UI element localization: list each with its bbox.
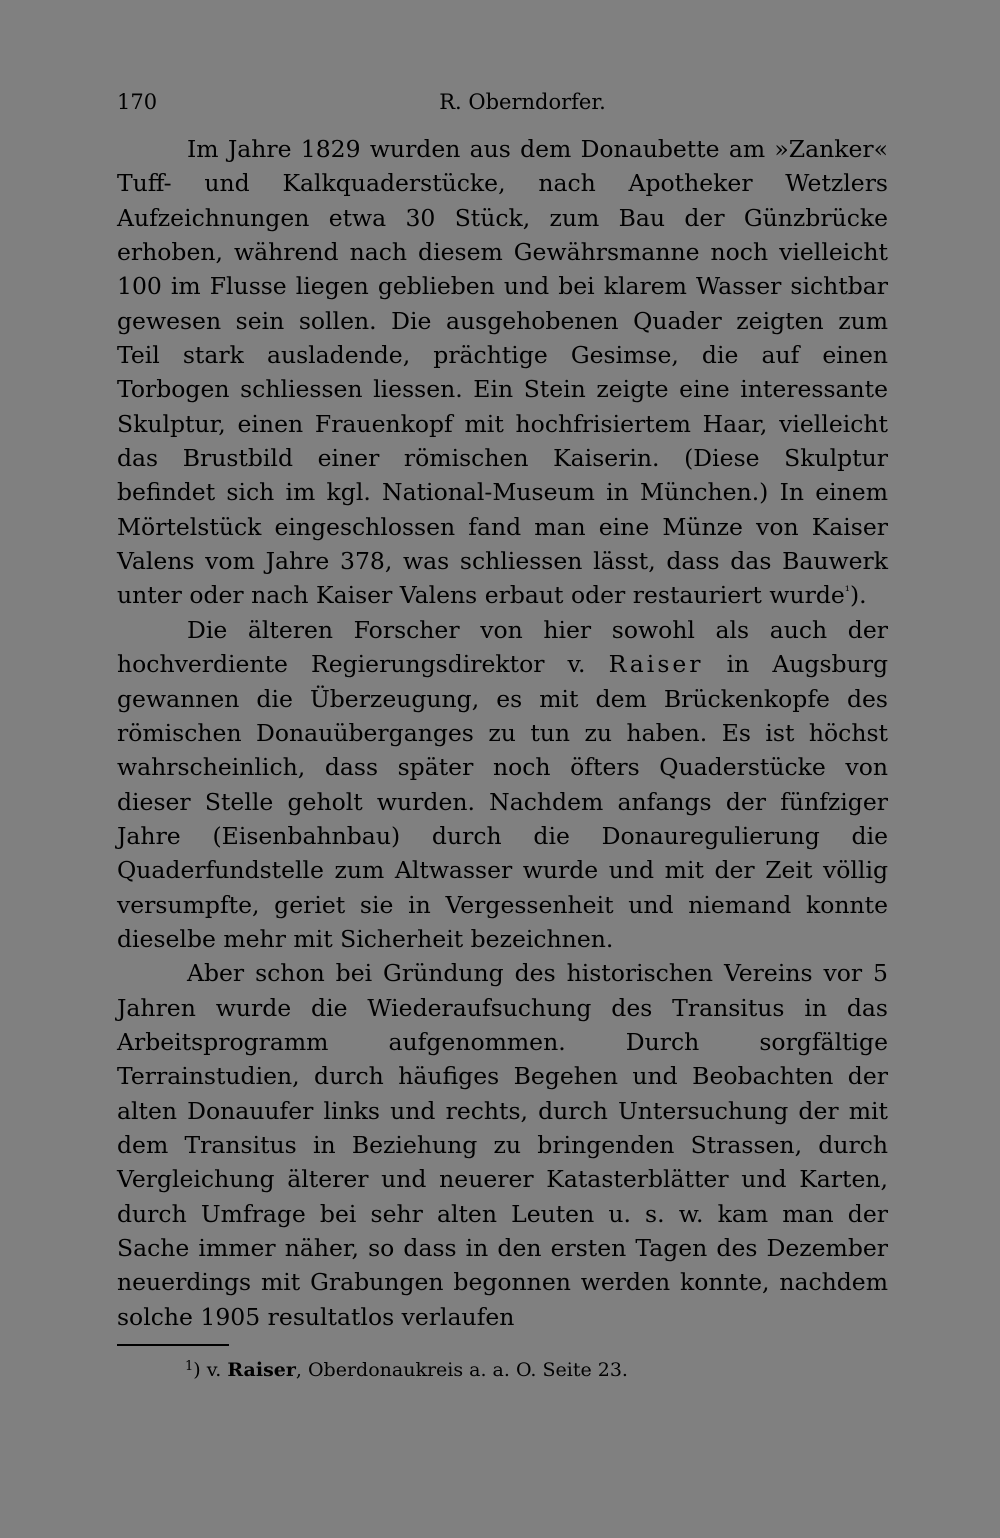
footnote-marker [185, 1359, 201, 1381]
body-text [117, 132, 888, 1334]
paragraph-1-text: Im Jahre 1829 wurden aus dem Donaubette am »Zanker« Tuff- und Kalkquaderstücke, nach Apotheker Wetzlers Aufzeichnungen etwa 30 Stück, zum Bau der Günzbrücke erhoben, während nach diesem Gewährsmanne noch vielleicht 100 im Flusse liegen geblieben und bei klarem Wasser sichtbar gewesen sein sollen. Die ausgehobenen Quader zeigten zum Teil stark ausladende, prächtige Gesimse, die auf einen Torbogen schliessen liessen. Ein Stein zeigte eine interessante Skulptur, einen Frauenkopf mit hochfrisiertem Haar, vielleicht das Brustbild einer römischen Kaiserin. (Diese Skulptur befindet sich im kgl. National-Museum in München.) In einem Mörtelstück eingeschlossen fand man eine Münze von Kaiser Valens vom Jahre 378, was schliessen lässt, dass das Bauwerk unter oder nach Kaiser Valens erbaut oder restauriert wurde [117, 135, 888, 610]
paragraph-3 [117, 956, 888, 1334]
footnote-text: , Oberdonaukreis a. a. O. Seite 23. [295, 1359, 628, 1382]
paragraph-3-text: Aber schon bei Gründung des historischen Vereins vor 5 Jahren wurde die Wiederaufsuchung des Transitus in das Arbeitsprogramm aufgenommen. Durch sorgfältige Terrainstudien, durch häufiges Begehen und Beobachten der alten Donauufer links und rechts, durch Untersuchung der mit dem Transitus in Beziehung zu bringenden Strassen, durch Vergleichung älterer und neuerer Katasterblätter und Karten, durch Umfrage bei sehr alten Leuten u. s. w. kam man der Sache immer näher, so dass in den ersten Tagen des Dezember neuerdings mit Grabungen begonnen werden konnte, nachdem solche 1905 resultatlos verlaufen [117, 959, 888, 1331]
paragraph-1-end: ). [850, 581, 867, 610]
header-author: R. Oberndorfer. [439, 90, 606, 114]
paragraph-2 [117, 613, 888, 956]
footnote-reference: ¹ [844, 584, 850, 600]
footnote-name: Raiser [227, 1359, 296, 1382]
paragraph-2-before: Die älteren Forscher von hier sowohl als auch der hochverdiente Regierungsdirektor v. [117, 615, 888, 679]
footnote [117, 1356, 888, 1384]
running-head [117, 82, 888, 122]
footnote-abbr: v. [206, 1359, 222, 1382]
paragraph-2-after: in Augsburg gewannen die Überzeugung, es mit dem Brückenkopfe des römischen Donauüberganges zu tun zu haben. Es ist höchst wahrscheinlich, dass später noch öfters Quaderstücke von dieser Stelle geholt wurden. Nachdem anfangs der fünfziger Jahre (Eisenbahnbau) durch die Donauregulierung die Quaderfundstelle zum Altwasser wurde und mit der Zeit völlig versumpfte, geriet sie in Vergessenheit und niemand konnte dieselbe mehr mit Sicherheit bezeichnen. [117, 650, 888, 953]
page-number: 170 [117, 90, 158, 114]
footnote-marker-paren: ) [193, 1359, 201, 1382]
name-raiser: Raiser [608, 650, 704, 679]
paragraph-1 [117, 132, 888, 613]
footnote-rule [117, 1344, 229, 1346]
footnote-marker-number: 1 [185, 1359, 194, 1375]
